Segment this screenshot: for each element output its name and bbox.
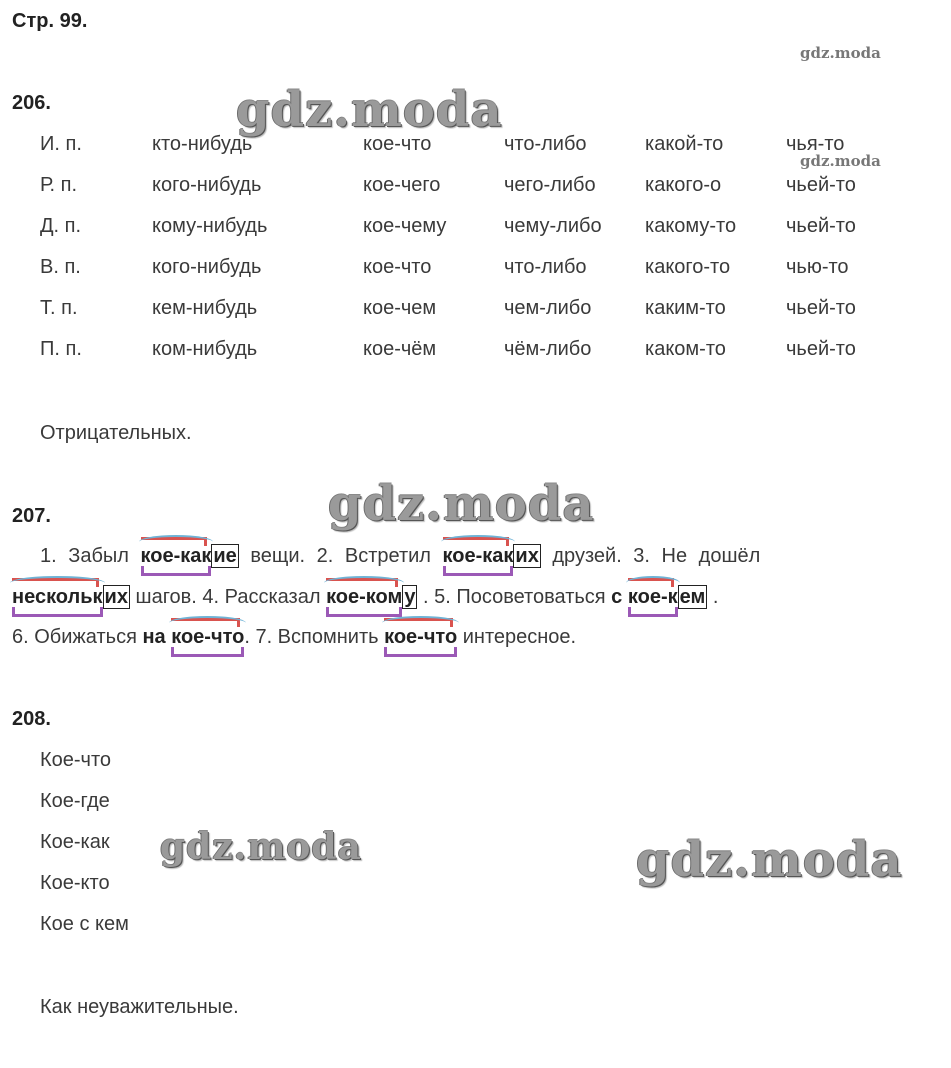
exercise-number: 208. xyxy=(12,708,51,730)
answer-list-item: Кое-кто xyxy=(40,872,110,894)
table-cell: чьей-то xyxy=(786,297,856,319)
exercise-206-note: Отрицательных. xyxy=(40,422,192,444)
prefix-mark xyxy=(326,586,402,608)
table-cell: что-либо xyxy=(504,256,587,278)
answer-list-item: Кое-где xyxy=(40,790,110,812)
morpheme-marked-word xyxy=(326,586,402,608)
table-cell: чью-то xyxy=(786,256,849,278)
table-cell: какого-о xyxy=(645,174,722,196)
table-cell: каким-то xyxy=(645,297,726,319)
sentence-text: интересное. xyxy=(457,626,577,648)
table-cell: кое-чего xyxy=(363,174,441,196)
answer-list-item: Кое-как xyxy=(40,831,110,853)
sentence-text: . 5. Посоветоваться xyxy=(417,586,612,608)
table-cell: каком-то xyxy=(645,338,726,360)
sentence-text: 6. Обижаться xyxy=(12,626,143,648)
table-cell: кого-нибудь xyxy=(152,256,262,278)
word-ending: их xyxy=(515,545,539,567)
watermark-logo: gdz.moda xyxy=(236,82,503,138)
preposition: на xyxy=(142,626,166,648)
word-ending: ем xyxy=(679,586,706,608)
table-cell: кем-нибудь xyxy=(152,297,258,319)
sentence-text: шагов. 4. Рассказал xyxy=(129,586,327,608)
word-stem: кое-как xyxy=(140,545,212,567)
table-cell: кое-чему xyxy=(363,215,447,237)
table-cell: кое-что xyxy=(363,256,432,278)
answer-list-item: Кое-что xyxy=(40,749,112,771)
prefix-mark xyxy=(628,586,678,608)
table-cell: чья-то xyxy=(786,133,845,155)
morpheme-marked-word xyxy=(384,626,457,648)
word-stem: кое-что xyxy=(171,626,245,648)
preposition: с xyxy=(611,586,623,608)
table-cell: кому-нибудь xyxy=(152,215,268,237)
word-stem: кое-к xyxy=(627,586,678,608)
exercise-number: 207. xyxy=(12,505,51,527)
exercise-207-line-1 xyxy=(40,545,940,568)
case-label: П. п. xyxy=(40,338,82,360)
word-stem: кое-как xyxy=(442,545,514,567)
sentence-text: 1. Забыл xyxy=(40,545,141,567)
table-cell: чьей-то xyxy=(786,338,856,360)
case-label: И. п. xyxy=(40,133,82,155)
table-cell: какого-то xyxy=(645,256,731,278)
table-cell: какой-то xyxy=(645,133,724,155)
table-cell: кое-чем xyxy=(363,297,437,319)
exercise-number: 206. xyxy=(12,92,51,114)
table-cell: ком-нибудь xyxy=(152,338,258,360)
watermark-logo: gdz.moda xyxy=(328,476,595,532)
table-cell: кое-чём xyxy=(363,338,437,360)
case-label: Р. п. xyxy=(40,174,78,196)
prefix-mark xyxy=(141,545,212,567)
exercise-208-note: Как неуважительные. xyxy=(40,996,239,1018)
table-cell: какому-то xyxy=(645,215,737,237)
prefix-mark xyxy=(443,545,514,567)
table-cell: кто-нибудь xyxy=(152,133,253,155)
prefix-mark xyxy=(384,626,457,648)
exercise-207-line-2 xyxy=(12,586,718,609)
morpheme-marked-word xyxy=(443,545,514,567)
sentence-text: друзей. 3. Не дошёл xyxy=(540,545,761,567)
morpheme-marked-word xyxy=(628,586,678,608)
table-cell: чьей-то xyxy=(786,215,856,237)
case-label: Д. п. xyxy=(40,215,82,237)
watermark-logo-small: gdz.moda xyxy=(800,44,881,62)
table-cell: кое-что xyxy=(363,133,432,155)
watermark-logo: gdz.moda xyxy=(636,832,903,888)
exercise-207-line-3 xyxy=(12,626,576,649)
morpheme-marked-word xyxy=(12,586,103,608)
morpheme-marked-word xyxy=(141,545,212,567)
sentence-text: . xyxy=(707,586,719,608)
sentence-text: вещи. 2. Встретил xyxy=(238,545,443,567)
table-cell: чему-либо xyxy=(504,215,602,237)
word-ending: у xyxy=(404,586,416,608)
table-cell: чём-либо xyxy=(504,338,592,360)
case-label: В. п. xyxy=(40,256,81,278)
table-cell: чьей-то xyxy=(786,174,856,196)
watermark-logo-small: gdz.moda xyxy=(800,152,881,170)
table-cell: чего-либо xyxy=(504,174,596,196)
answer-list-item: Кое с кем xyxy=(40,913,129,935)
word-stem: кое-что xyxy=(384,626,458,648)
prefix-mark xyxy=(12,586,103,608)
table-cell: что-либо xyxy=(504,133,587,155)
watermark-logo: gdz.moda xyxy=(160,826,362,868)
case-label: Т. п. xyxy=(40,297,78,319)
prefix-mark xyxy=(171,626,244,648)
word-ending: ие xyxy=(213,545,237,567)
table-cell: кого-нибудь xyxy=(152,174,262,196)
morpheme-marked-word xyxy=(171,626,244,648)
sentence-text: . 7. Вспомнить xyxy=(244,626,385,648)
word-ending: их xyxy=(104,586,128,608)
word-stem: нескольк xyxy=(12,586,103,608)
word-stem: кое-ком xyxy=(326,586,403,608)
page-number-header: Стр. 99. xyxy=(12,10,88,32)
table-cell: чем-либо xyxy=(504,297,592,319)
